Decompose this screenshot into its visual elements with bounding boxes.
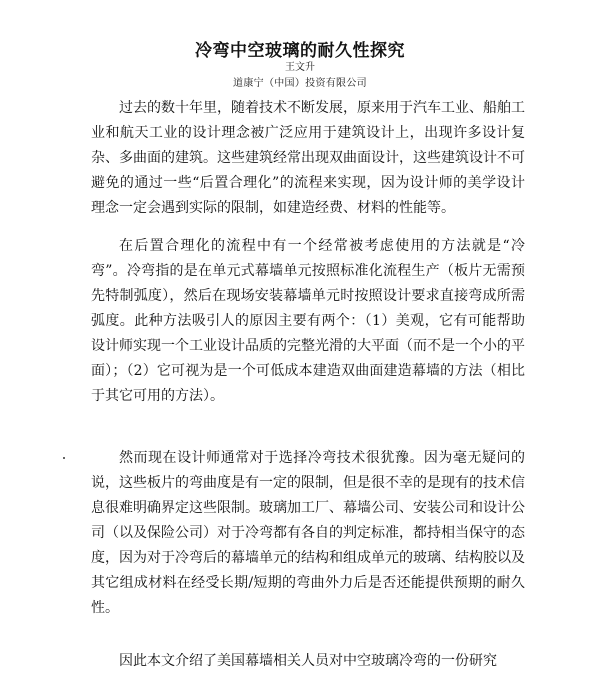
scan-speck [63,457,65,459]
author-name: 王文升 [285,62,315,73]
body-paragraph-3: 然而现在设计师通常对于选择冷弯技术很犹豫。因为毫无疑问的说，这些板片的弯曲度是有一定的限制，但是很不幸的是现有的技术信息很难明确界定这些限制。玻璃加工厂、幕墙公司、安装公司和设计公司（以及保险公司）对于冷弯都有各自的判定标准，都持相当保守的态度，因为对于冷弯后的幕墙单元的结构和组成单元的玻璃、结构胶以及其它组成材料在经受长期/短期的弯曲外力后是否还能提供预期的耐久性。 [91,450,525,616]
body-paragraph-2: 在后置合理化的流程中有一个经常被考虑使用的方法就是“冷弯”。冷弯指的是在单元式幕墙单元按照标准化流程生产（板片无需预先特制弧度），然后在现场安装幕墙单元时按照设计要求直接弯成所需弧度。此种方法吸引人的原因主要有两个：（1）美观，它有可能帮助设计师实现一个工业设计品质的完整光滑的大平面（而不是一个小的平面）；（2）它可视为是一个可低成本建造双曲面建造幕墙的方法（相比于其它可用的方法）。 [91,238,525,404]
page-title: 冷弯中空玻璃的耐久性探究 [195,41,405,61]
author-affiliation: 道康宁（中国）投资有限公司 [233,78,367,89]
body-paragraph-1: 过去的数十年里，随着技术不断发展，原来用于汽车工业、船舶工业和航天工业的设计理念被广泛应用于建筑设计上，出现许多设计复杂、多曲面的建筑。这些建筑经常出现双曲面设计，这些建筑设计不可避免的通过一些“后置合理化”的流程来实现，因为设计师的美学设计理念一定会遇到实际的限制，如建造经费、材料的性能等。 [91,100,525,216]
body-paragraph-4: 因此本文介绍了美国幕墙相关人员对中空玻璃冷弯的一份研究 [119,653,497,669]
